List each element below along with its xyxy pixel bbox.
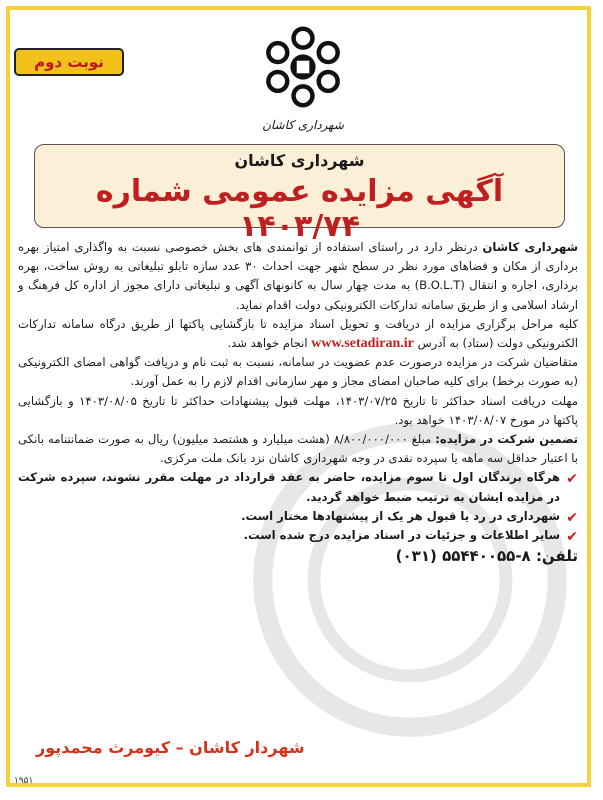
phone-line — [18, 547, 578, 566]
intro-bold: شهرداری کاشان — [482, 240, 578, 254]
kashan-emblem-icon — [258, 22, 348, 112]
check-icon: ✔ — [566, 529, 578, 546]
conditions-list — [18, 468, 578, 545]
list-item-text: هرگاه برندگان اول تا سوم مزایده، حاضر به عقد قرارداد در مهلت مقرر نشوند، سپرده شرکت در مزایده ایشان به ترتیب ضبط خواهد گردید. — [18, 470, 560, 504]
intro-text: درنظر دارد در راستای استفاده از توانمندی های بخش خصوصی نسبت به واگذاری امتیاز بهره برداری از مکان و فضاهای مورد نظر در سطح شهر جهت احداث ۳۰ عدد سازه تابلو تبلیغاتی به روش ساخت، بهره برداری، اجاره و انتقال (B.O.L.T) به مدت چهار سال به کانونهای آگهی و تبلیغاتی دارای مجوز از اداره کل فرهنگ و ارشاد اسلامی و از طریق سامانه تدارکات الکترونیکی دولت اقدام نماید. — [18, 240, 578, 312]
list-item-text: سایر اطلاعات و جزئیات در اسناد مزایده درج شده است. — [243, 528, 560, 543]
header-subtitle: شهرداری کاشان — [234, 151, 365, 170]
guarantee-bold: تضمین شرکت در مزایده: — [435, 432, 578, 447]
setad-link[interactable]: www.setadiran.ir — [311, 336, 414, 352]
list-item — [18, 526, 578, 545]
procedure-paragraph — [18, 315, 578, 353]
list-item-text: شهرداری در رد یا قبول هر یک از پیشنهادها مختار است. — [241, 508, 560, 523]
header-box — [34, 144, 565, 244]
guarantee-text: مبلغ ۸/۸۰۰/۰۰۰/۰۰۰ (هشت میلیارد و هشتصد میلیون) ریال به صورت ضمانتنامه بانکی با اعتبار حداقل سه ماهه یا سپرده نقدی در وجه شهرداری کاشان نزد بانک ملت مرکزی. — [18, 432, 578, 466]
municipality-logo — [248, 22, 358, 142]
guarantee-paragraph — [18, 430, 578, 468]
phone-number: (۰۳۱) ۵۵۴۴۰۰۵۵-۸ — [395, 547, 531, 566]
check-icon: ✔ — [566, 509, 578, 526]
logo-caption: شهرداری کاشان — [262, 118, 344, 132]
procedure-end: انجام خواهد شد. — [227, 336, 312, 351]
notice-body — [18, 238, 578, 566]
phone-label: تلفن: — [535, 547, 578, 566]
list-item — [18, 468, 578, 506]
ad-code: ۱۹۵۱ — [14, 776, 34, 786]
mayor-signature: شهردار کاشان – کیومرث محمدپور — [36, 738, 305, 757]
registration-paragraph: متقاضیان شرکت در مزایده درصورت عدم عضویت در سامانه، نسبت به ثبت نام و دریافت گواهی امضای الکترونیکی (به صورت برخط) برای کلیه صاحبان امضای مجاز و مهر سازمانی اقدام لازم را به عمل آورند. — [18, 355, 578, 389]
header-title: آگهی مزایده عمومی شماره ۱۴۰۳/۷۴ — [95, 174, 504, 244]
deadline-paragraph: مهلت دریافت اسناد حداکثر تا تاریخ ۱۴۰۳/۰۷/۲۵، مهلت قبول پیشنهادات حداکثر تا تاریخ ۱۴۰۳/۰۸/۰۵ و بازگشایی پاکتها در مورخ ۱۴۰۳/۰۸/۰۷ خواهد بود. — [18, 393, 578, 427]
check-icon: ✔ — [566, 471, 578, 488]
intro-paragraph — [18, 238, 578, 315]
list-item — [18, 507, 578, 526]
round-badge: نوبت دوم — [14, 48, 124, 76]
procedure-text: کلیه مراحل برگزاری مزایده از دریافت و تحویل اسناد مزایده تا بازگشایی پاکتها از طریق درگاه سامانه تدارکات الکترونیکی دولت (ستاد) به آدرس — [18, 316, 578, 351]
